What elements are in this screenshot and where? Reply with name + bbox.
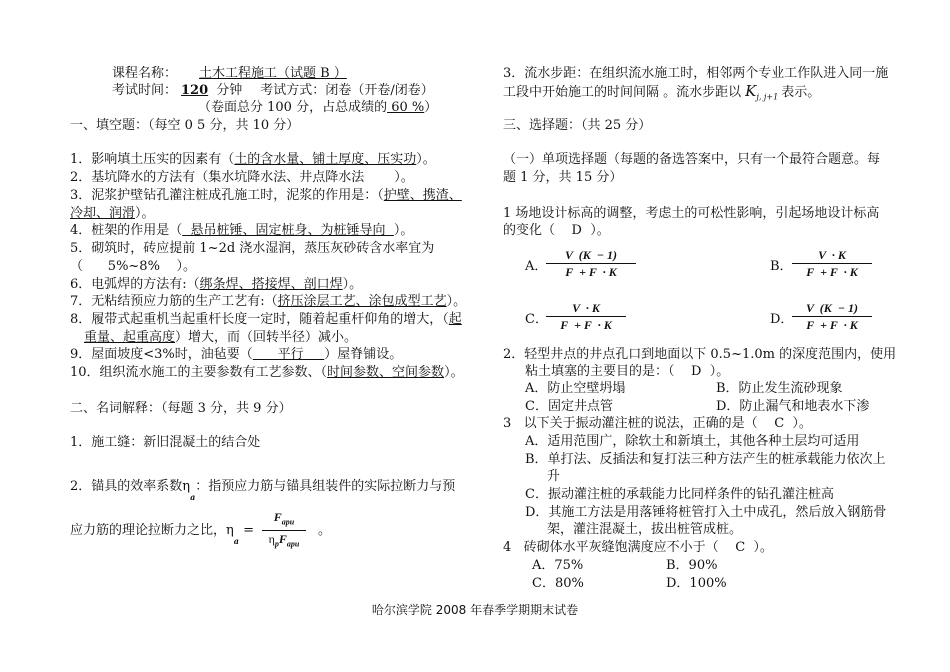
choice-3-option-c: C．振动灌注桩的承载能力比同样条件的钻孔灌注桩高: [525, 487, 834, 502]
term-2: [70, 478, 455, 500]
score-note-value: 60 %: [387, 100, 425, 115]
section3-title: 三、选择题：（共 25 分）: [503, 118, 652, 133]
term-2-sub: a: [233, 535, 239, 546]
choice-2-option-c: C．固定井点管: [525, 399, 613, 414]
fraction-bar: [262, 530, 306, 531]
fill-item-text: （ 5%~8% ）。: [70, 259, 196, 274]
efficiency-formula: [262, 510, 306, 552]
formula-denominator: F + F · K: [806, 318, 858, 332]
fill-item-5-cont: [70, 258, 196, 276]
choice-3-option-a: A．适用范围广，除软土和新填土，其他各种土层均可适用: [525, 434, 860, 449]
choice-3-option-b-cont: 升: [547, 469, 561, 484]
fill-item-answer: 绑条焊、搭接焊、剖口焊: [199, 277, 343, 292]
formula-numerator: [262, 510, 306, 529]
formula-denominator: [262, 532, 306, 551]
fill-item-text: ）。: [342, 277, 363, 292]
fill-item-answer: 时间参数、空间参数: [327, 365, 445, 380]
fill-item-text: ）屋脊铺设。: [324, 347, 403, 362]
choice-4-option-b: B．90%: [666, 558, 718, 573]
fill-item-text: 7．无粘结预应力筋的生产工艺有:（: [70, 294, 278, 309]
term-2-cont: [70, 522, 254, 544]
page-footer: 哈尔滨学院 2008 年春季学期期末试卷: [371, 603, 579, 617]
term-2-text: 2．锚具的效率系数η: [70, 479, 191, 494]
choice-4-option-d: D．100%: [666, 576, 727, 591]
fill-item-answer: 起: [448, 312, 462, 327]
section1-title: 一、填空题：（每空 0 5 分，共 10 分）: [70, 118, 300, 133]
course-line: [112, 65, 365, 83]
course-value: 土木工程施工（试题 B ）: [199, 66, 347, 81]
choice-2-option-d: D．防止漏气和地表水下渗: [716, 399, 870, 414]
formula-var: F: [278, 532, 287, 547]
fill-item-1: [70, 151, 436, 169]
term-3-sub: j, j+1: [756, 92, 779, 102]
fill-item-3-cont: [70, 205, 155, 223]
fill-item-text: 5．砌筑时，砖应提前 1~2d 浇水湿润，蒸压灰砂砖含水率宜为: [70, 241, 435, 256]
term-2-end: 。: [318, 523, 332, 538]
choice-3-option-d: D．其施工方法是用落锤将桩管打入土中成孔，然后放入钢筋骨: [525, 505, 887, 520]
mode-label: 考试方式：: [260, 83, 326, 98]
fill-item-9: [70, 346, 402, 364]
fill-item-answer: 重量、起重高度: [84, 330, 176, 345]
fraction-bar: [792, 316, 872, 317]
formula-var: F: [273, 510, 282, 524]
term-2-text: 应力筋的理论拉断力之比，η: [70, 523, 234, 538]
fill-item-answer: 挤压涂层工艺、涂包成型工艺: [277, 294, 447, 309]
formula-denominator: F + F · K: [560, 318, 612, 332]
choice-4: 4 砖砌体水平灰缝饱满度应不小于（ C ）。: [503, 540, 773, 555]
fill-item-text: 9．屋面坡度<3%时，油毡要（: [70, 347, 253, 362]
fill-item-text: 6．电弧焊的方法有:（: [70, 277, 200, 292]
formula-denominator: F + F · K: [565, 265, 617, 279]
option-c-formula: [546, 301, 626, 332]
fill-item-text: ）。: [135, 206, 155, 221]
formula-numerator: V (K − 1): [564, 248, 618, 262]
formula-numerator: V (K − 1): [805, 301, 859, 315]
formula-numerator: V · K: [818, 248, 846, 262]
fill-item-answer: 悬吊桩锤、固定桩身、为桩锤导向: [182, 223, 394, 238]
fill-item-text: 3．泥浆护壁钻孔灌注桩成孔施工时，泥浆的作用是：（: [70, 188, 384, 203]
option-d-formula: [792, 301, 872, 332]
term-1: 1．施工缝：新旧混凝土的结合处: [70, 435, 261, 450]
fill-item-8: [70, 311, 462, 329]
fill-item-8-cont: [84, 329, 357, 347]
fill-item-text: ）。: [393, 223, 414, 238]
choice-4-option-c: C．80%: [532, 576, 584, 591]
fill-item-7: [70, 293, 466, 311]
fill-item-answer: 护壁、携渣、: [383, 188, 462, 203]
fraction-bar: [792, 263, 872, 264]
choice-1: 1 场地设计标高的调整，考虑土的可松性影响，引起场地设计标高: [503, 206, 880, 221]
term-3-var: K: [745, 82, 757, 100]
formula-sub: apu: [286, 539, 300, 549]
fill-item-text: 8．履带式起重机当起重杆长度一定时，随着起重杆仰角的增大，（: [70, 312, 449, 327]
choice-2-option-b: B．防止发生流砂现象: [716, 381, 843, 396]
score-note: [198, 99, 437, 117]
fill-item-3: [70, 187, 462, 205]
option-b-formula: [792, 248, 872, 279]
formula-sub: apu: [281, 517, 295, 527]
choice-2-option-a: A．防止空壁坍塌: [525, 381, 626, 396]
option-b-label: B．: [770, 259, 793, 274]
sub1-title: （一）单项选择题（每题的备选答案中，只有一个最符合题意。每: [503, 152, 881, 167]
term-2-eq: =: [238, 523, 255, 538]
fill-item-text: ）。: [394, 170, 414, 185]
fill-item-answer: 平行: [252, 347, 325, 362]
option-d-label: D．: [770, 312, 794, 327]
sub1-title-cont: 题 1 分，共 15 分）: [503, 170, 623, 185]
formula-sub: p: [274, 539, 279, 549]
fill-item-answer: 冷却、润滑: [70, 206, 136, 221]
fill-item-text: 2．基坑降水的方法有（集水坑降水法、井点降水法: [70, 170, 365, 185]
choice-3-option-d-cont: 架，灌注混凝土，拔出桩管成桩。: [547, 522, 743, 537]
formula-numerator: V · K: [572, 301, 600, 315]
time-value: 120: [181, 83, 209, 98]
choice-4-option-a: A．75%: [532, 558, 584, 573]
term-3-cont: [503, 82, 820, 107]
term-3-text: 表示。: [781, 85, 821, 100]
option-c-label: C．: [525, 312, 548, 327]
time-unit: 分钟: [212, 83, 243, 98]
fill-item-6: [70, 276, 362, 294]
choice-3: 3 以下关于振动灌注桩的说法，正确的是（ C ）。: [503, 416, 812, 431]
fill-item-text: ）。: [446, 294, 467, 309]
score-note-prefix: （卷面总分 100 分，占总成绩的: [198, 100, 388, 115]
fill-item-text: 1．影响填土压实的因素有（: [70, 152, 235, 167]
choice-2-cont: 粘土填塞的主要目的是：（ D ）。: [525, 364, 730, 379]
fill-item-10: [70, 364, 464, 382]
option-a-formula: [546, 248, 636, 279]
choice-3-option-b: B．单打法、反插法和复打法三种方法产生的桩承载能力依次上: [525, 452, 886, 467]
option-a-label: A．: [525, 259, 548, 274]
term-2-sub: a: [190, 491, 196, 502]
fill-item-4: [70, 222, 413, 240]
section2-title: 二、名词解释：（每题 3 分，共 9 分）: [70, 401, 292, 416]
term-2-text: ：指预应力筋与锚具组装件的实际拉断力与预: [195, 479, 456, 494]
fill-item-text: ）增大，而（回转半径）减小。: [175, 330, 358, 345]
fill-item-text: ）。: [416, 152, 436, 167]
time-label: 考试时间：: [112, 83, 178, 98]
fill-item-text: 4．桩架的作用是（: [70, 223, 183, 238]
course-label: 课程名称：: [112, 66, 178, 81]
time-line: [112, 82, 434, 100]
mode-value: 闭卷（开卷/闭卷）: [325, 83, 434, 98]
formula-denominator: F + F · K: [806, 265, 858, 279]
fraction-bar: [546, 316, 626, 317]
fill-item-5: [70, 240, 434, 258]
fraction-bar: [546, 263, 636, 264]
choice-2: 2．轻型井点的井点孔口到地面以下 0.5~1.0m 的深度范围内，使用: [503, 347, 897, 362]
choice-1-cont: 的变化（ D ）。: [503, 223, 610, 238]
term-3-text: 工段中开始施工的时间间隔 。流水步距以: [503, 85, 742, 100]
fill-item-answer: 土的含水量、铺土厚度、压实功: [234, 152, 417, 167]
fill-item-text: ）。: [444, 365, 464, 380]
score-note-suffix: ）: [424, 100, 438, 115]
fill-item-2: [70, 169, 414, 187]
term-3: 3．流水步距：在组织流水施工时，相邻两个专业工作队进入同一施: [503, 66, 889, 81]
fill-item-text: 10．组织流水施工的主要参数有工艺参数、（: [70, 365, 328, 380]
formula-var: η: [268, 532, 275, 547]
